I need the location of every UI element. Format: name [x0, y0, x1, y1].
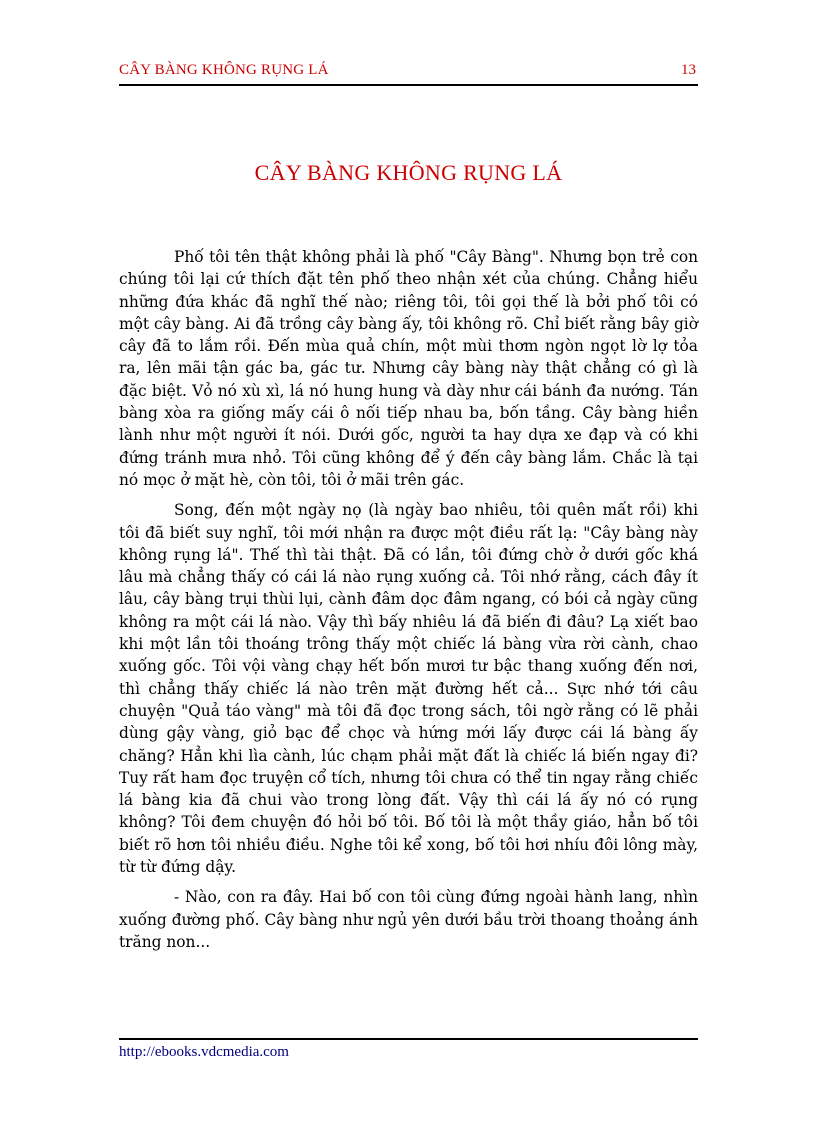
- page-number: 13: [681, 62, 696, 78]
- paragraph: - Nào, con ra đây. Hai bố con tôi cùng đứng ngoài hành lang, nhìn xuống đường phố. Cây bàng như ngủ yên dưới bầu trời thoang thoảng ánh trăng non...: [119, 888, 698, 951]
- page-header: [119, 62, 698, 86]
- paragraph: Phố tôi tên thật không phải là phố "Cây Bàng". Nhưng bọn trẻ con chúng tôi lại cứ thích đặt tên phố theo nhận xét của chúng. Chẳng hiểu những đứa khác đã nghĩ thế nào; riêng tôi, tôi gọi thế là bởi phố tôi có một cây bàng. Ai đã trồng cây bàng ấy, tôi không rõ. Chỉ biết rằng bây giờ cây đã to lắm rồi. Đến mùa quả chín, một mùi thơm ngòn ngọt lờ lợ tỏa ra, lên mãi tận gác ba, gác tư. Nhưng cây bàng này thật chẳng có gì là đặc biệt. Vỏ nó xù xì, lá nó hung hung và dày như cái bánh đa nướng. Tán bàng xòa ra giống mấy cái ô nối tiếp nhau ba, bốn tầng. Cây bàng hiền lành như một người ít nói. Dưới gốc, người ta hay dựa xe đạp và có khi đứng tránh mưa nhỏ. Tôi cũng không để ý đến cây bàng lắm. Chắc là tại nó mọc ở mặt hè, còn tôi, tôi ở mãi trên gác.: [119, 248, 698, 489]
- running-title: CÂY BÀNG KHÔNG RỤNG LÁ: [119, 62, 329, 78]
- page-footer: [119, 1038, 698, 1060]
- paragraph: Song, đến một ngày nọ (là ngày bao nhiêu, tôi quên mất rồi) khi tôi đã biết suy nghĩ, tôi mới nhận ra được một điều rất lạ: "Cây bàng này không rụng lá". Thế thì tài thật. Đã có lần, tôi đứng chờ ở dưới gốc khá lâu mà chẳng thấy có cái lá nào rụng xuống cả. Tôi nhớ rằng, cách đây ít lâu, cây bàng trụi thùi lụi, cành đâm dọc đâm ngang, có bói cả ngày cũng không ra một cái lá nào. Vậy thì bấy nhiêu lá đã biến đi đâu? Lạ xiết bao khi một lần tôi thoáng trông thấy một chiếc lá bàng vừa rời cành, chao xuống gốc. Tôi vội vàng chạy hết bốn mươi tư bậc thang xuống đến nơi, thì chẳng thấy chiếc lá nào trên mặt đường hết cả... Sực nhớ tới câu chuyện "Quả táo vàng" mà tôi đã đọc trong sách, tôi ngờ rằng có lẽ phải dùng gậy vàng, giỏ bạc để chọc và hứng mới lấy được cái lá bàng ấy chăng? Hẳn khi lìa cành, lúc chạm phải mặt đất là chiếc lá biến ngay đi? Tuy rất ham đọc truyện cổ tích, nhưng tôi chưa có thể tin ngay rằng chiếc lá bàng kia đã chui vào trong lòng đất. Vậy thì cái lá ấy nó có rụng không? Tôi đem chuyện đó hỏi bố tôi. Bố tôi là một thầy giáo, hẳn bố tôi biết rõ hơn tôi nhiều điều. Nghe tôi kể xong, bố tôi hơi nhíu đôi lông mày, từ từ đứng dậy.: [119, 501, 698, 877]
- body-text: [119, 246, 698, 961]
- footer-link[interactable]: http://ebooks.vdcmedia.com: [119, 1044, 289, 1060]
- chapter-title: CÂY BÀNG KHÔNG RỤNG LÁ: [254, 160, 563, 185]
